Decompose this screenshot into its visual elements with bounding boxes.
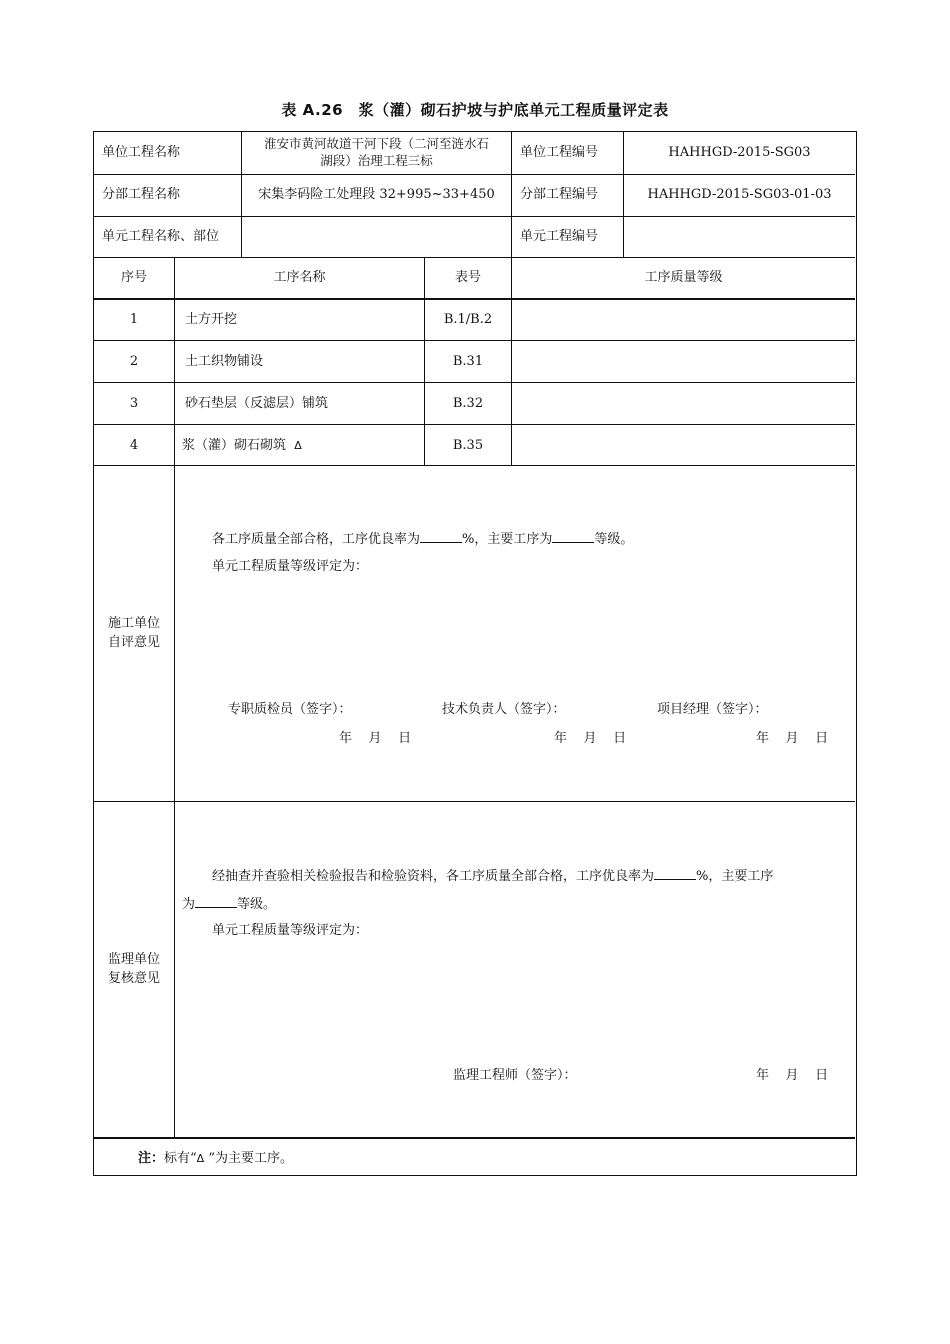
row-divider <box>94 801 855 802</box>
unit-project-no-value: HAHHGD-2015-SG03 <box>668 145 811 160</box>
main-process-grade-blank[interactable] <box>552 529 594 543</box>
date-month: 月 <box>785 731 799 746</box>
division-no-label: 分部工程编号 <box>520 187 599 202</box>
form-title: 表 A.26 浆（灌）砌石护坡与护底单元工程质量评定表 <box>281 101 669 119</box>
unit-project-value-line2: 湖段）治理工程三标 <box>320 153 433 168</box>
col-header-seq: 序号 <box>120 270 147 285</box>
construction-label-line2: 自评意见 <box>107 635 160 650</box>
supervision-text-d: 等级。 <box>237 897 277 912</box>
quality-assessment-form <box>93 131 857 1176</box>
row-divider <box>94 382 855 383</box>
unit-project-value <box>242 135 511 169</box>
header-divider <box>94 298 855 300</box>
row-process-name-text: 浆（灌）砌石砌筑 <box>182 438 287 453</box>
date-day: 日 <box>398 731 412 746</box>
inspector-signature-label: 专职质检员（签字）： <box>228 702 352 717</box>
row-divider <box>94 340 855 341</box>
supervision-text-c: 为 <box>182 897 196 912</box>
construction-text-b: %，主要工序为 <box>462 532 553 547</box>
row-process-name: 砂石垫层（反滤层）铺筑 <box>185 396 329 411</box>
date-month: 月 <box>583 731 597 746</box>
row-process-name <box>182 437 302 454</box>
row-seq: 1 <box>129 312 139 327</box>
supervision-statement <box>212 866 773 885</box>
supervision-main-grade-blank[interactable] <box>195 894 237 908</box>
row-table-no: B.31 <box>452 354 484 369</box>
row-divider <box>94 1137 855 1139</box>
col-header-grade: 工序质量等级 <box>644 270 723 285</box>
tech-lead-signature-label: 技术负责人（签字）： <box>442 702 566 717</box>
unit-project-value-line1: 淮安市黄河故道干河下段（二河至涟水石 <box>263 136 489 151</box>
row-divider <box>94 424 855 425</box>
manager-signature-label: 项目经理（签字）： <box>657 702 768 717</box>
inspector-date <box>339 730 411 747</box>
excellence-rate-blank[interactable] <box>420 529 462 543</box>
construction-label <box>94 614 174 652</box>
supervision-label-line2: 复核意见 <box>107 971 160 986</box>
footnote-text-a: 标有“ <box>164 1151 197 1166</box>
footnote-text-b: ”为主要工序。 <box>204 1151 293 1166</box>
row-table-no: B.32 <box>452 396 484 411</box>
date-year: 年 <box>756 1068 770 1083</box>
row-table-no: B.35 <box>452 438 484 453</box>
footnote-prefix: 注： <box>138 1151 165 1166</box>
date-day: 日 <box>613 731 627 746</box>
tech-lead-date <box>554 730 626 747</box>
date-year: 年 <box>554 731 568 746</box>
row-seq: 3 <box>129 396 139 411</box>
supervision-grade-line: 单元工程质量等级评定为： <box>212 923 369 938</box>
supervision-label <box>94 950 174 988</box>
row-divider <box>94 257 855 258</box>
supervision-text-a: 经抽查并查验相关检验报告和检验资料，各工序质量全部合格，工序优良率为 <box>212 869 655 884</box>
main-process-mark: Δ <box>196 1152 205 1165</box>
engineer-date <box>756 1067 828 1084</box>
row-seq: 4 <box>129 438 139 453</box>
date-day: 日 <box>815 731 829 746</box>
footnote <box>138 1150 293 1167</box>
unit-project-no-label: 单位工程编号 <box>520 145 599 160</box>
manager-date <box>756 730 828 747</box>
unit-project-label: 单位工程名称 <box>102 145 181 160</box>
date-month: 月 <box>368 731 382 746</box>
main-process-mark: Δ <box>294 439 302 452</box>
element-no-label: 单元工程编号 <box>520 229 599 244</box>
date-day: 日 <box>815 1068 829 1083</box>
supervision-label-line1: 监理单位 <box>107 952 160 967</box>
date-year: 年 <box>339 731 353 746</box>
element-label: 单元工程名称、部位 <box>102 229 220 244</box>
row-divider <box>94 216 855 217</box>
col-divider <box>174 257 175 1137</box>
row-process-name: 土工织物铺设 <box>185 354 264 369</box>
col-divider <box>511 132 512 465</box>
supervision-excellence-rate-blank[interactable] <box>654 866 696 880</box>
date-year: 年 <box>756 731 770 746</box>
row-table-no: B.1/B.2 <box>443 312 493 327</box>
date-month: 月 <box>785 1068 799 1083</box>
construction-grade-line: 单元工程质量等级评定为： <box>212 559 369 574</box>
col-header-name: 工序名称 <box>273 270 326 285</box>
row-divider <box>94 465 855 466</box>
engineer-signature-label: 监理工程师（签字）： <box>453 1068 577 1083</box>
construction-statement <box>212 529 633 548</box>
construction-text-c: 等级。 <box>594 532 634 547</box>
supervision-text-b: %，主要工序 <box>696 869 774 884</box>
division-value: 宋集李码险工处理段 32+995~33+450 <box>258 187 495 202</box>
division-label: 分部工程名称 <box>102 187 181 202</box>
row-divider <box>94 174 855 175</box>
row-process-name: 土方开挖 <box>185 312 238 327</box>
supervision-statement-cont <box>182 894 276 913</box>
construction-text-a: 各工序质量全部合格，工序优良率为 <box>212 532 421 547</box>
col-header-table-no: 表号 <box>454 270 481 285</box>
construction-label-line1: 施工单位 <box>107 616 160 631</box>
row-seq: 2 <box>129 354 139 369</box>
division-no-value: HAHHGD-2015-SG03-01-03 <box>647 187 832 202</box>
